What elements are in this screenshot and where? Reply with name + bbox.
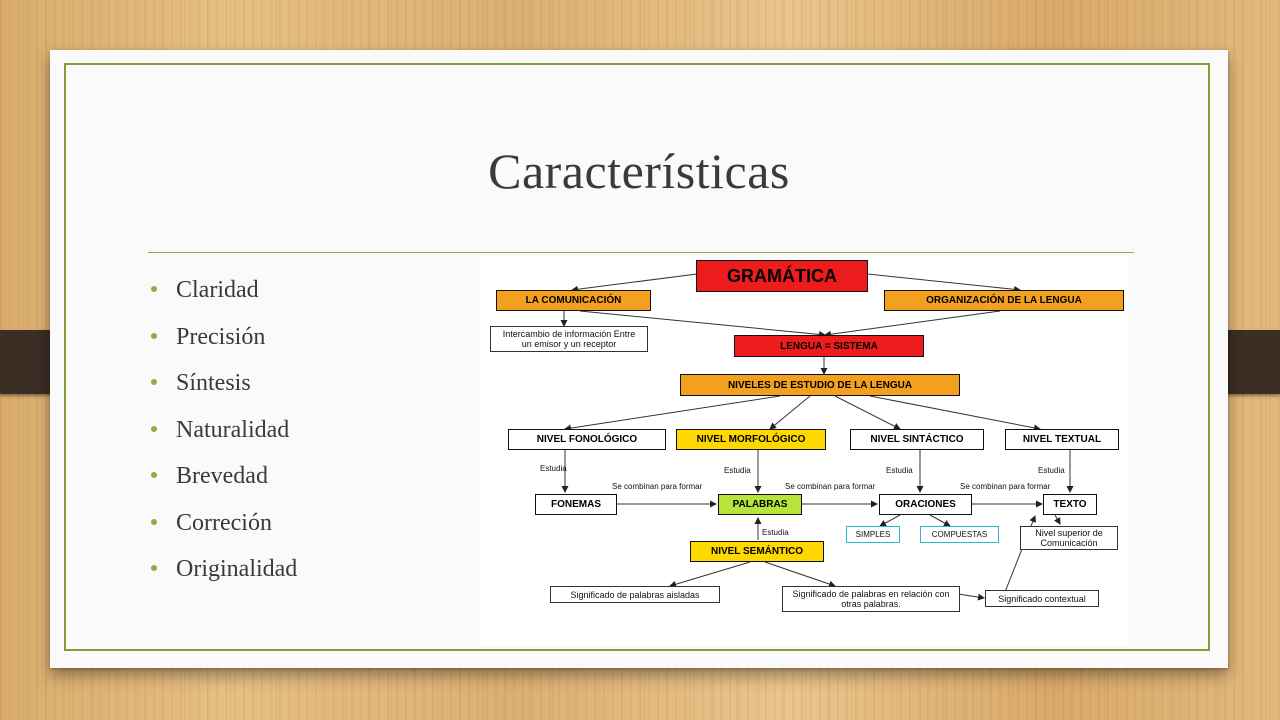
node-fonologico: NIVEL FONOLÓGICO bbox=[508, 429, 666, 450]
bullet-text: Síntesis bbox=[176, 370, 251, 396]
bullet-dot-icon bbox=[151, 286, 157, 292]
label-estudia: Estudia bbox=[762, 528, 789, 537]
label-estudia: Estudia bbox=[540, 464, 567, 473]
bullet-item bbox=[146, 458, 297, 505]
node-comunicacion: LA COMUNICACIÓN bbox=[496, 290, 651, 311]
label-combinan: Se combinan para formar bbox=[612, 482, 703, 491]
bullet-item bbox=[146, 505, 297, 552]
bullet-text: Brevedad bbox=[176, 463, 268, 489]
note-intercambio: Intercambio de información Entre un emisor y un receptor bbox=[490, 326, 648, 352]
bullet-item bbox=[146, 272, 297, 319]
note-contextual: Significado contextual bbox=[985, 590, 1099, 607]
grammar-concept-map bbox=[480, 256, 1128, 646]
bullet-text: Originalidad bbox=[176, 556, 298, 582]
bullet-item bbox=[146, 412, 297, 459]
bullet-item bbox=[146, 365, 297, 412]
label-combinan: Se combinan para formar bbox=[960, 482, 1051, 491]
bullet-item bbox=[146, 319, 297, 366]
title-divider bbox=[148, 252, 1134, 253]
node-oraciones: ORACIONES bbox=[879, 494, 972, 515]
label-combinan: Se combinan para formar bbox=[785, 482, 876, 491]
note-aisladas: Significado de palabras aisladas bbox=[550, 586, 720, 603]
node-organizacion: ORGANIZACIÓN DE LA LENGUA bbox=[884, 290, 1124, 311]
bullet-list bbox=[146, 272, 297, 598]
node-niveles: NIVELES DE ESTUDIO DE LA LENGUA bbox=[680, 374, 960, 396]
node-sintactico: NIVEL SINTÁCTICO bbox=[850, 429, 984, 450]
node-palabras: PALABRAS bbox=[718, 494, 802, 515]
node-morfologico: NIVEL MORFOLÓGICO bbox=[676, 429, 826, 450]
node-gramatica: GRAMÁTICA bbox=[696, 260, 868, 292]
bullet-text: Precisión bbox=[176, 323, 266, 350]
slide-title: Características bbox=[488, 143, 790, 199]
label-estudia: Estudia bbox=[1038, 466, 1065, 475]
label-estudia: Estudia bbox=[886, 466, 913, 475]
node-texto: TEXTO bbox=[1043, 494, 1097, 515]
node-textual: NIVEL TEXTUAL bbox=[1005, 429, 1119, 450]
bullet-dot-icon bbox=[151, 519, 157, 525]
note-relacion: Significado de palabras en relación con otras palabras. bbox=[782, 586, 960, 612]
node-compuestas: COMPUESTAS bbox=[920, 526, 999, 543]
bullet-dot-icon bbox=[151, 426, 157, 432]
bullet-dot-icon bbox=[151, 472, 157, 478]
node-lengua: LENGUA = SISTEMA bbox=[734, 335, 924, 357]
bullet-dot-icon bbox=[151, 379, 157, 385]
node-simples: SIMPLES bbox=[846, 526, 900, 543]
node-fonemas: FONEMAS bbox=[535, 494, 617, 515]
bullet-dot-icon bbox=[151, 565, 157, 571]
bullet-item bbox=[146, 551, 297, 598]
bullet-dot-icon bbox=[151, 333, 157, 339]
bullet-text: Correción bbox=[176, 509, 272, 536]
label-estudia: Estudia bbox=[724, 466, 751, 475]
node-semantico: NIVEL SEMÁNTICO bbox=[690, 541, 824, 562]
bullet-text: Claridad bbox=[176, 277, 259, 303]
note-superior: Nivel superior de Comunicación bbox=[1020, 526, 1118, 550]
bullet-text: Naturalidad bbox=[176, 416, 290, 443]
